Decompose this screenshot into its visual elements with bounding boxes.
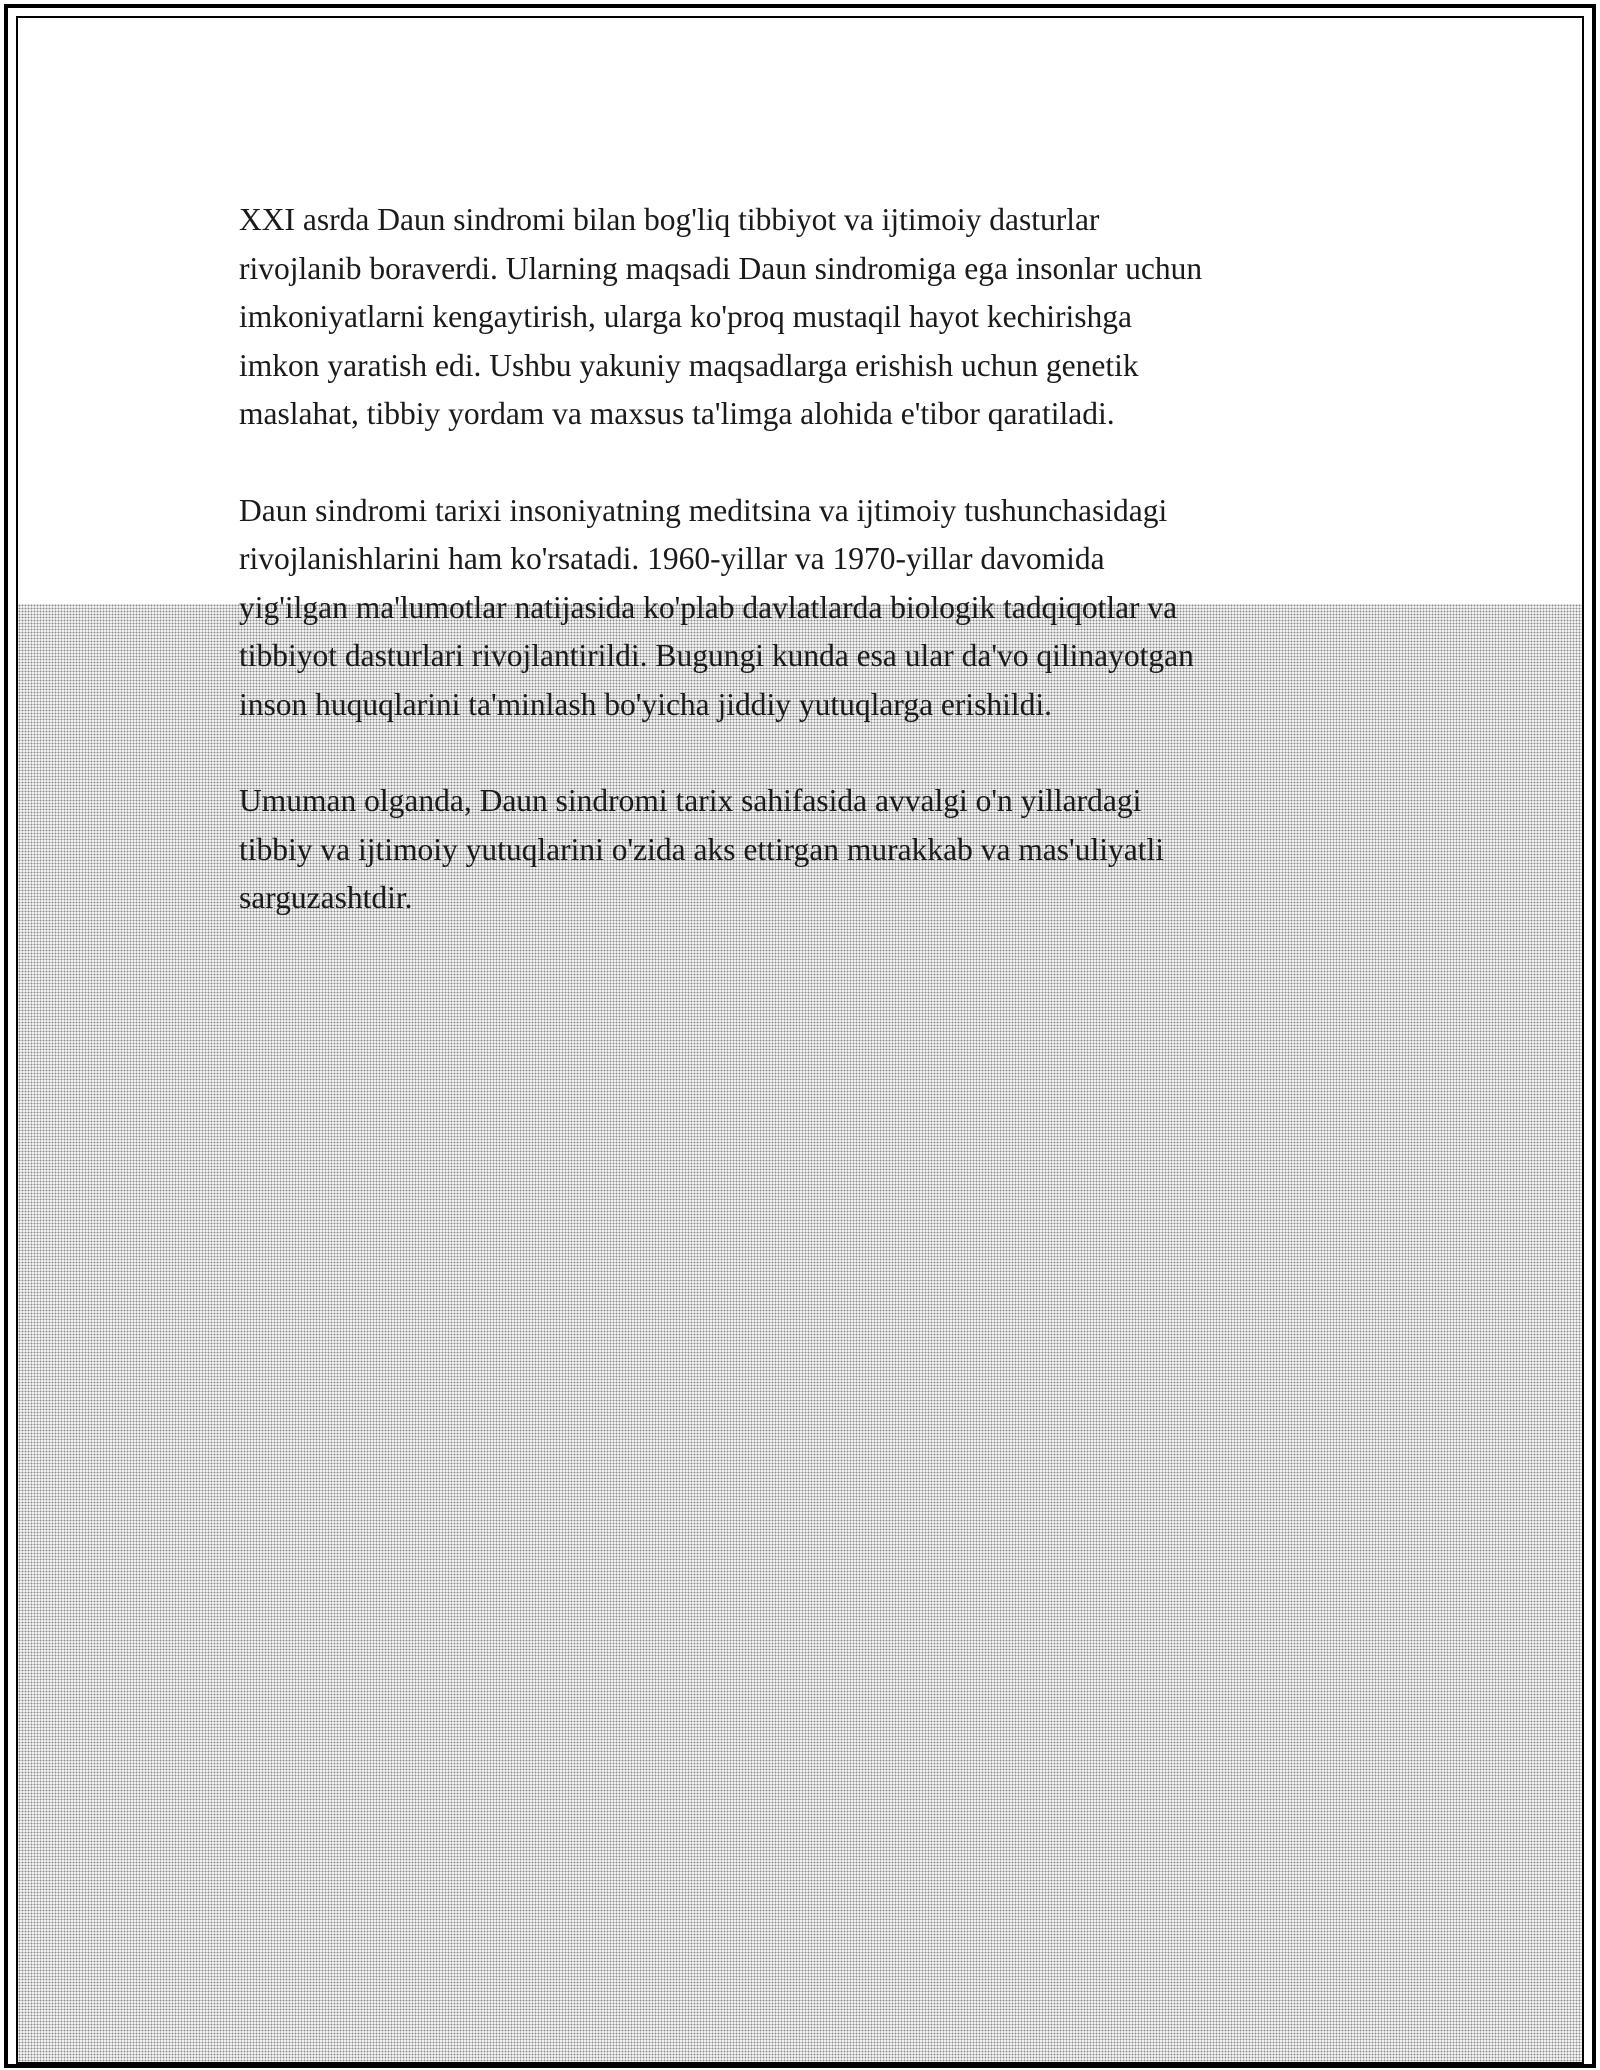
- document-body: [239, 196, 1399, 971]
- text-line: inson huquqlarini ta'minlash bo'yicha jiddiy yutuqlarga erishildi.: [239, 686, 1053, 722]
- text-line: rivojlanib boraverdi. Ularning maqsadi Daun sindromiga ega insonlar uchun: [239, 250, 1203, 286]
- text-line: Daun sindromi tarixi insoniyatning meditsina va ijtimoiy tushunchasidagi: [239, 492, 1168, 528]
- paragraph-3: [239, 777, 1399, 923]
- text-line: XXI asrda Daun sindromi bilan bog'liq tibbiyot va ijtimoiy dasturlar: [239, 202, 1100, 237]
- text-line: sarguzashtdir.: [239, 880, 413, 915]
- page-inner-border: [16, 16, 1584, 2064]
- text-line: yig'ilgan ma'lumotlar natijasida ko'plab davlatlarda biologik tadqiqotlar va: [239, 589, 1178, 625]
- text-line: tibbiy va ijtimoiy yutuqlarini o'zida aks ettirgan murakkab va mas'uliyatli: [239, 831, 1164, 867]
- text-line: maslahat, tibbiy yordam va maxsus ta'limga alohida e'tibor qaratiladi.: [239, 396, 1115, 431]
- text-line: imkon yaratish edi. Ushbu yakuniy maqsadlarga erishish uchun genetik: [239, 347, 1139, 383]
- paragraph-2: [239, 487, 1399, 730]
- paragraph-1: [239, 196, 1399, 439]
- text-line: Umuman olganda, Daun sindromi tarix sahifasida avvalgi o'n yillardagi: [239, 783, 1142, 818]
- text-line: tibbiyot dasturlari rivojlantirildi. Bugungi kunda esa ular da'vo qilinayotgan: [239, 638, 1194, 673]
- text-line: rivojlanishlarini ham ko'rsatadi. 1960-yillar va 1970-yillar davomida: [239, 541, 1105, 576]
- page-outer-border: [4, 4, 1596, 2068]
- text-line: imkoniyatlarni kengaytirish, ularga ko'proq mustaqil hayot kechirishga: [239, 299, 1133, 334]
